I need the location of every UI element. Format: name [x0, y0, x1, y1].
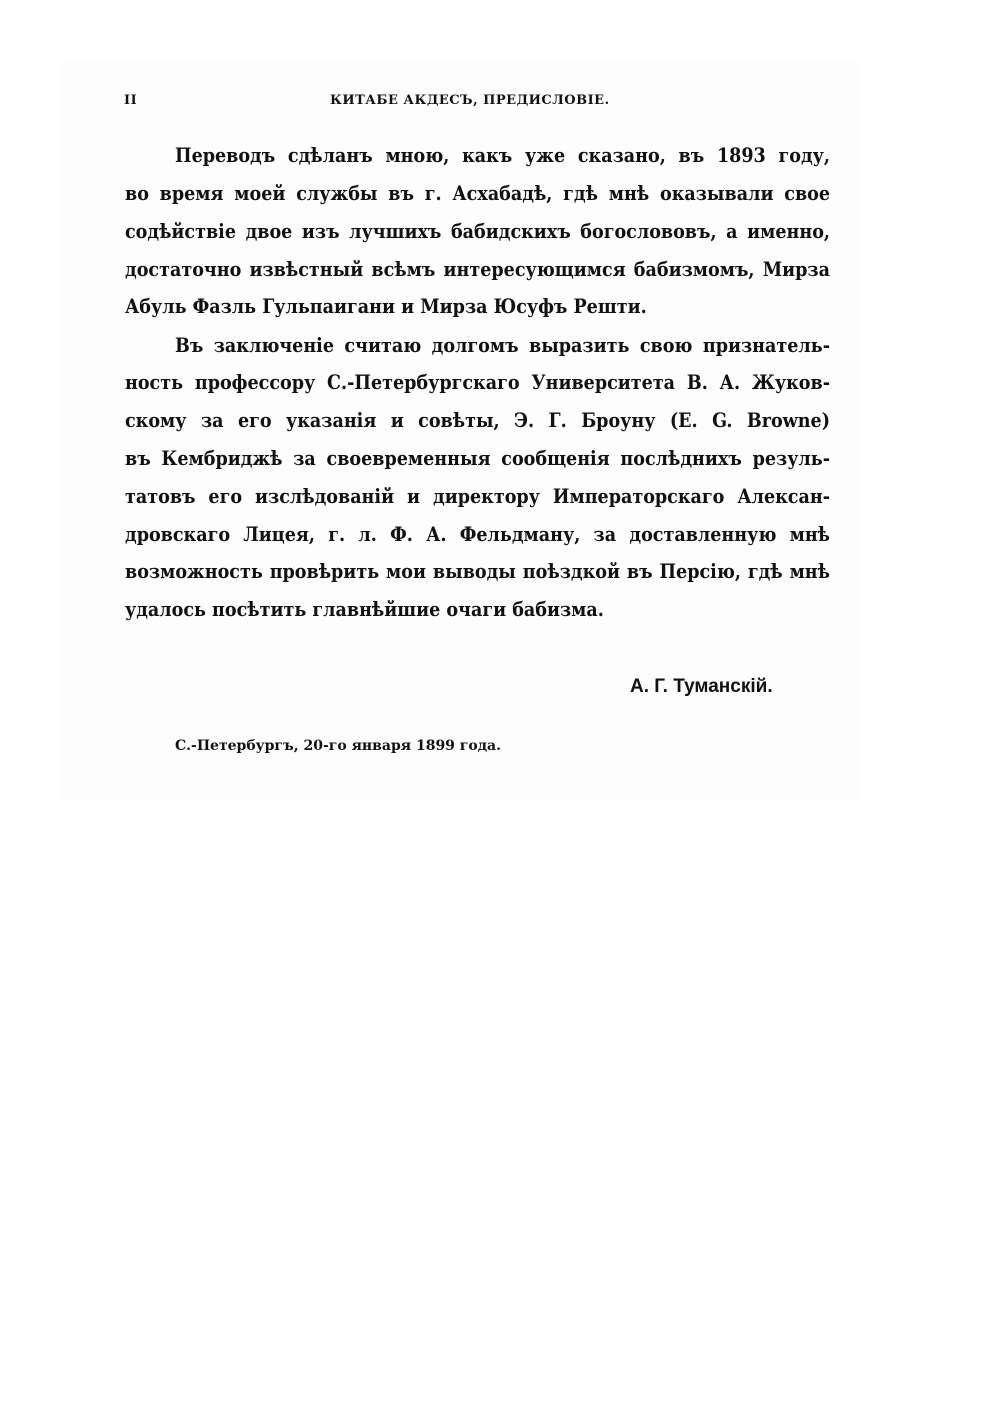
signature: А. Г. Туманскій. — [630, 676, 773, 697]
text-line: содѣйствіе двое изъ лучшихъ бабидскихъ богослововъ, а именно, — [125, 220, 830, 243]
page-number: II — [124, 93, 138, 108]
text-line: скому за его указанія и совѣты, Э. Г. Броуну (E. G. Browne) — [125, 409, 830, 432]
text-line: во время моей службы въ г. Асхабадѣ, гдѣ мнѣ оказывали свое — [125, 182, 830, 205]
text-line: удалось посѣтить главнѣйшие очаги бабизма. — [125, 598, 604, 621]
text-line: Въ заключеніе считаю долгомъ выразить свою признатель- — [175, 334, 830, 357]
text-line: дровскаго Лицея, г. л. Ф. А. Фельдману, за доставленную мнѣ — [125, 523, 830, 546]
text-line: достаточно извѣстный всѣмъ интересующимся бабизмомъ, Мирза — [125, 258, 830, 281]
text-line: ность профессору С.-Петербургскаго Университета В. А. Жуков- — [125, 371, 830, 394]
dateline: С.-Петербургъ, 20-го января 1899 года. — [175, 738, 501, 754]
text-line: татовъ его изслѣдованій и директору Императорскаго Алексан- — [125, 485, 830, 508]
text-line: Абуль Фазль Гульпаигани и Мирза Юсуфъ Решти. — [125, 295, 647, 318]
text-line: возможность провѣрить мои выводы поѣздкой въ Персію, гдѣ мнѣ — [125, 560, 830, 583]
text-line: Переводъ сдѣланъ мною, какъ уже сказано, въ 1893 году, — [175, 144, 830, 167]
text-line: въ Кембриджѣ за своевременныя сообщенія послѣднихъ резуль- — [125, 447, 830, 470]
running-title: КИТАБЕ АКДЕСЪ, ПРЕДИСЛОВІЕ. — [330, 93, 610, 108]
